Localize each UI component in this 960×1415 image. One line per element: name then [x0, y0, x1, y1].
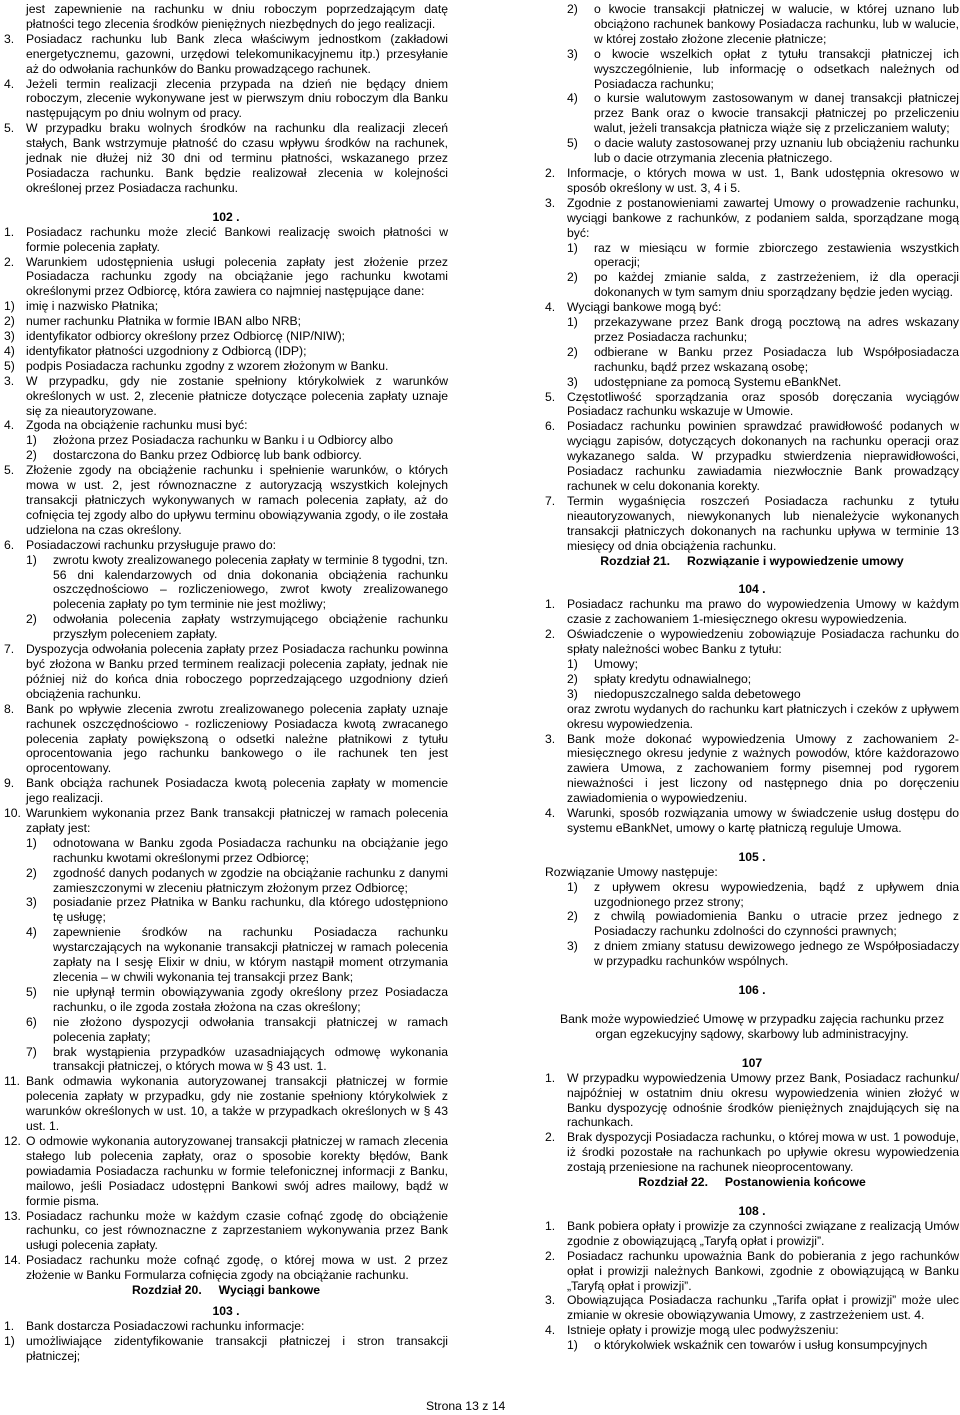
chapter-heading-22: Rozdział 22. Postanowienia końcowe — [638, 1175, 866, 1190]
sub-item: 3) z dniem zmiany statusu dewizowego jednego ze Współposiadaczy w przypadku rachunków wspólnych. — [567, 939, 959, 969]
list-item: 1. Bank pobiera opłaty i prowizje za czynności związane z realizacją Umów zgodnie z obowiązującą „Taryfą opłat i prowizji”. — [545, 1218, 959, 1248]
sub-item: 3) udostępniane za pomocą Systemu eBankNet. — [567, 374, 842, 389]
sub-item: 1) imię i nazwisko Płatnika; — [4, 299, 159, 314]
list-item: 4. Istnieje opłaty i prowizje mogą ulec podwyższeniu: — [545, 1323, 839, 1338]
list-item: 2. Oświadczenie o wypowiedzeniu zobowiązuje Posiadacza rachunku do spłaty należności wobec Banku z tytułu: — [545, 627, 959, 657]
section-heading-105: 105 . — [738, 849, 766, 864]
list-item: 1. Posiadacz rachunku ma prawo do wypowiedzenia Umowy w każdym czasie z zachowaniem 1-miesięcznego okresu wypowiedzenia. — [545, 597, 959, 627]
sub-item: 2) odwołania polecenia zapłaty wstrzymującego obciążenie rachunku przyszłym poleceniem zapłaty. — [26, 612, 448, 642]
sub-item: 6) nie złożono dyspozycji odwołania transakcji płatniczej w ramach polecenia zapłaty; — [26, 1014, 448, 1044]
sub-item: 7) brak wystąpienia przypadków uzasadniających odmowę wykonania transakcji płatniczej, o których mowa w § 43 ust. 1. — [26, 1044, 448, 1074]
sub-item: 2) po każdej zmianie salda, z zastrzeżeniem, iż dla operacji dokonanych w tym samym dniu sporządzany będzie jeden wyciąg. — [567, 270, 959, 300]
section-heading-104: 104 . — [738, 582, 766, 597]
sub-item: 1) umożliwiające zidentyfikowanie transakcji płatniczej i stron transakcji płatniczej; — [4, 1333, 448, 1363]
sub-item: 3) posiadanie przez Płatnika w Banku rachunku, dla którego udostępniono tę usługę; — [26, 895, 448, 925]
sub-item: 2) spłaty kredytu odnawialnego; — [567, 671, 752, 686]
sub-item: 1) o którykolwiek wskaźnik cen towarów i usług konsumpcyjnych — [567, 1338, 928, 1353]
right-column — [545, 2, 959, 1353]
list-item: 2. Informacje, o których mowa w ust. 1, Bank udostępnia okresowo w sposób określony w ust. 3, 4 i 5. — [545, 165, 959, 195]
paragraph: oraz zwrotu wydanych do rachunku kart płatniczych i czeków z upływem okresu wypowiedzenia. — [567, 701, 959, 731]
list-item: 2. Posiadacz rachunku upoważnia Bank do pobierania z jego rachunków opłat i prowizji należnych Bankowi, zgodnie z obowiązującą w Banku „Taryfą opłat i prowizji”. — [545, 1248, 959, 1293]
list-item: 13. Posiadacz rachunku może w każdym czasie cofnąć zgodę do obciążenie rachunku, co jest równoznaczne z zaprzestaniem wykonywania przez Bank usługi polecenia zapłaty. — [4, 1208, 448, 1253]
list-item: 6. Posiadaczowi rachunku przysługuje prawo do: — [4, 537, 276, 552]
sub-item: 4) identyfikator płatności uzgodniony z Odbiorcą (IDP); — [4, 343, 307, 358]
sub-item: 1) zwrotu kwoty zrealizowanego polecenia zapłaty w terminie 8 tygodni, tzn. 56 dni kalendarzowych od dnia dokonania obciążenia rachunku oszczędnościowo – rozliczeniowego, zwrot kwoty zrealizowanego polecenia zapłaty po tym terminie nie jest możliwy; — [26, 552, 448, 612]
list-item: 5. Złożenie zgody na obciążenie rachunku i spełnienie warunków, o których mowa w ust. 2, jest równoznaczne z autoryzacją wszystkich kolejnych transakcji płatniczych wykonywanych w ramach polecenia zapłaty, aż do cofnięcia tej zgody albo do upływu terminu obowiązywania zgody, o ile została udzielona na czas określony. — [4, 463, 448, 537]
section-heading-102: 102 . — [212, 209, 240, 224]
sub-item: 1) raz w miesiącu w formie zbiorczego zestawienia wszystkich operacji; — [567, 240, 959, 270]
paragraph: Rozwiązanie Umowy następuje: — [545, 864, 718, 879]
list-item: 11. Bank odmawia wykonania autoryzowanej transakcji płatniczej w formie polecenia zapłaty w przypadku, gdy nie zostanie spełniony którykolwiek z warunków określonych w ust. 10, a także w przypadkach określonych w § 43 ust. 1. — [4, 1074, 448, 1134]
list-item: 3. Obowiązująca Posiadacza rachunku „Tarifa opłat i prowizji” może ulec zmianie w okresie obowiązywania Umowy, z zastrzeżeniem ust. 4. — [545, 1293, 959, 1323]
list-item: 7. Dyspozycja odwołania polecenia zapłaty przez Posiadacza rachunku powinna być złożona w Banku przed terminem realizacji polecenia zapłaty, jednak nie później niż do końca dnia roboczego poprzedzającego uzgodniony dzień obciążenia rachunku. — [4, 642, 448, 701]
list-item: 9. Bank obciąża rachunek Posiadacza kwotą polecenia zapłaty w momencie jego realizacji. — [4, 776, 448, 806]
paragraph: Bank może wypowiedzieć Umowę w przypadku zajęcia rachunku przez organ egzekucyjny sądowy, skarbowy lub administracyjny. — [559, 1012, 945, 1041]
list-item: 1. Bank dostarcza Posiadaczowi rachunku informacje: — [4, 1318, 305, 1333]
paragraph-intro: jest zapewnienie na rachunku w dniu roboczym poprzedzającym datę płatności tego zlecenia środków pieniężnych niezbędnych do jego realizacji. — [26, 2, 448, 31]
section-heading-108: 108 . — [738, 1203, 766, 1218]
sub-item: 2) dostarczona do Banku przez Odbiorcę lub bank odbiorcy. — [26, 448, 362, 463]
list-item: 10. Warunkiem wykonania przez Bank transakcji płatniczej w ramach polecenia zapłaty jest: — [4, 806, 448, 835]
sub-item: 2) z chwilą powiadomienia Banku o utracie przez jednego z Posiadaczy rachunku zdolności do czynności prawnych; — [567, 909, 959, 939]
list-item: 1. Posiadacz rachunku może zlecić Bankowi realizację swoich płatności w formie polecenia zapłaty. — [4, 224, 448, 254]
list-item: 1. W przypadku wypowiedzenia Umowy przez Bank, Posiadacz rachunku/ najpóźniej w ostatnim dniu okresu wypowiedzenia winien złożyć w Banku dyspozycję odnośnie środków pieniężnych znajdujących się na rachunkach. — [545, 1070, 959, 1130]
sub-item: 2) odbierane w Banku przez Posiadacza lub Współposiadacza rachunku, bądź przez wskazaną osobę; — [567, 344, 959, 374]
sub-item: 1) złożona przez Posiadacza rachunku w Banku i u Odbiorcy albo — [26, 433, 394, 448]
sub-item: 2) o kwocie transakcji płatniczej w walucie, w której uznano lub obciążono rachunek bankowy Posiadacza rachunku, lub w walucie, w której zostało złożone zlecenie płatnicze; — [567, 2, 959, 46]
list-item: 8. Bank po wpływie zlecenia zwrotu zrealizowanego polecenia zapłaty uznaje rachunek oszczędnościowo - rozliczeniowy Posiadacza kwotą zwracanego polecenia zapłaty powiększoną o odsetki należne płatnikowi z tytułu oprocentowania jego rachunku bankowego o ile rachunek ten jest oprocentowany. — [4, 701, 448, 776]
list-item: 4. Warunki, sposób rozwiązania umowy w świadczenie usług dostępu do systemu eBankNet, umowy o kartę płatniczą reguluje Umowa. — [545, 806, 959, 835]
list-item: 7. Termin wygaśnięcia roszczeń Posiadacza rachunku z tytułu nieautoryzowanych, niewykonanych lub nienależycie wykonanych transakcji płatniczych dokonanych na rachunku upływa w terminie 13 miesięcy od dnia obciążenia rachunku. — [545, 493, 959, 553]
list-item: 5. Częstotliwość sporządzania oraz sposób doręczania wyciągów Posiadacz rachunku wskazuje w Umowie. — [545, 389, 959, 419]
left-column — [4, 2, 448, 1364]
list-item: 3. Bank może dokonać wypowiedzenia Umowy z zachowaniem 2-miesięcznego okresu jedynie z ważnych powodów, które każdorazowo zawiera Umowa, z zachowaniem formy pisemnej pod rygorem nieważności i jest liczony od następnego dnia po doręczeniu zawiadomienia o wypowiedzeniu. — [545, 731, 959, 806]
list-item: 3. W przypadku, gdy nie zostanie spełniony którykolwiek z warunków określonych w ust. 2, zlecenie płatnicze dotyczące polecenia zapłaty uznaje się za nieautoryzowane. — [4, 373, 448, 418]
list-item: 12. O odmowie wykonania autoryzowanej transakcji płatniczej w ramach zlecenia stałego lub polecenia zapłaty, oraz o sposobie korekty błędów, Bank powiadamia Posiadacza rachunku w formie telefonicznej informacji z Banku, mailowo, jeśli Posiadacz udostępni Bankowi swój adres mailowy, bądź w formie pisma. — [4, 1133, 448, 1208]
list-item: 4. Jeżeli termin realizacji zlecenia przypada na dzień nie będący dniem roboczym, zlecenie wykonywane jest w pierwszym dniu roboczym dla Banku następującym po dniu wolnym od pracy. — [4, 76, 448, 121]
sub-item: 1) Umowy; — [567, 656, 639, 671]
list-item: 4. Wyciągi bankowe mogą być: — [545, 300, 722, 315]
sub-item: 2) zgodność danych podanych w zgodzie na obciążanie rachunku z danymi zamieszczonymi w zleceniu płatniczym złożonym przez Odbiorcę; — [26, 865, 448, 895]
sub-item: 1) przekazywane przez Bank drogą pocztową na adres wskazany przez Posiadacza rachunku; — [567, 315, 959, 344]
list-item: 3. Zgodnie z postanowieniami zawartej Umowy o prowadzenie rachunku, wyciągi bankowe z rachunków, z podaniem salda, sporządzane mogą być: — [545, 195, 959, 240]
sub-item: 5) podpis Posiadacza rachunku zgodny z wzorem złożonym w Banku. — [4, 358, 389, 373]
list-item: 2. Warunkiem udostępnienia usługi polecenia zapłaty jest złożenie przez Posiadacza rachunku zgody na obciążanie jego rachunku kwotami określonymi przez Odbiorcę, która zawiera co najmniej następujące dane: — [4, 254, 448, 299]
list-item: 5. W przypadku braku wolnych środków na rachunku dla realizacji zleceń stałych, Bank wstrzymuje płatność do czasu wpływu środków na rachunek, jednak nie dłużej niż 30 dni od terminu płatności, wskazanego przez Posiadacza rachunku. Bank będzie realizował zlecenia w kolejności określonej przez Posiadacza rachunku. — [4, 121, 448, 195]
list-item: 14. Posiadacz rachunku może cofnąć zgodę, o której mowa w ust. 2 przez złożenie w Banku Formularza cofnięcia zgody na obciążanie rachunku. — [4, 1253, 448, 1283]
page-number: Strona 13 z 14 — [426, 1399, 506, 1413]
list-item: 2. Brak dyspozycji Posiadacza rachunku, o której mowa w ust. 1 powoduje, iż środki pozostałe na rachunkach po upływie okresu wypowiedzenia zostają przeniesione na rachunek nieoprocentowany. — [545, 1130, 959, 1175]
sub-item: 4) zapewnienie środków na rachunku Posiadacza rachunku wystarczających na wykonanie transakcji płatniczej w ramach polecenia zapłaty na I sesję Elixir w dniu, w którym nastąpił moment otrzymania zlecenia – w chwili wykonania tej transakcji przez Bank; — [26, 925, 448, 984]
list-item: 3. Posiadacz rachunku lub Bank zleca właściwym jednostkom (zakładowi energetycznemu, gazowni, urzędowi telekomunikacyjnemu itp.) przesyłanie aż do odwołania rachunków do Banku prowadzącego rachunek. — [4, 31, 448, 76]
chapter-heading-21: Rozdział 21. Rozwiązanie i wypowiedzenie umowy — [600, 553, 904, 568]
sub-item: 5) o dacie waluty zastosowanej przy uznaniu lub obciążeniu rachunku lub o dacie otrzymania zlecenia płatniczego. — [567, 136, 959, 166]
list-item: 4. Zgoda na obciążenie rachunku musi być: — [4, 418, 248, 433]
section-heading-107: 107 — [741, 1055, 763, 1070]
sub-item: 5) nie upłynął termin obowiązywania zgody określony przez Posiadacza rachunku, o ile zgoda została złożona na czas określony; — [26, 984, 448, 1014]
sub-item: 2) numer rachunku Płatnika w formie IBAN albo NRB; — [4, 314, 302, 329]
sub-item: 1) z upływem okresu wypowiedzenia, bądź z upływem dnia uzgodnionego przez strony; — [567, 879, 959, 909]
sub-item: 3) o kwocie wszelkich opłat z tytułu transakcji płatniczej ich wyszczególnienie, lub informację o odsetkach należnych od Posiadacza rachunku; — [567, 46, 959, 91]
sub-item: 3) identyfikator odbiorcy określony przez Odbiorcę (NIP/NIW); — [4, 329, 346, 344]
section-heading-103: 103 . — [212, 1303, 240, 1318]
list-item: 6. Posiadacz rachunku powinien sprawdzać prawidłowość podanych w wyciągu zapisów, dotyczących dokonanych na rachunku operacji oraz wykazanego salda. W przypadku stwierdzenia nieprawidłowości, Posiadacz rachunku zawiadamia niezwłocznie Bank prowadzący rachunek w celu dokonania korekty. — [545, 419, 959, 493]
section-heading-106: 106 . — [738, 983, 766, 998]
sub-item: 4) o kursie walutowym zastosowanym w danej transakcji płatniczej przez Bank oraz o kwocie transakcji płatniczej po przeliczeniu walut, jeżeli transakcja płatnicza wiąże się z przeliczaniem waluty; — [567, 91, 959, 136]
sub-item: 3) niedopuszczalnego salda debetowego — [567, 686, 801, 701]
sub-item: 1) odnotowana w Banku zgoda Posiadacza rachunku na obciążanie jego rachunku kwotami określonymi przez Odbiorcę; — [26, 835, 448, 865]
chapter-heading-20: Rozdział 20. Wyciągi bankowe — [131, 1283, 321, 1298]
